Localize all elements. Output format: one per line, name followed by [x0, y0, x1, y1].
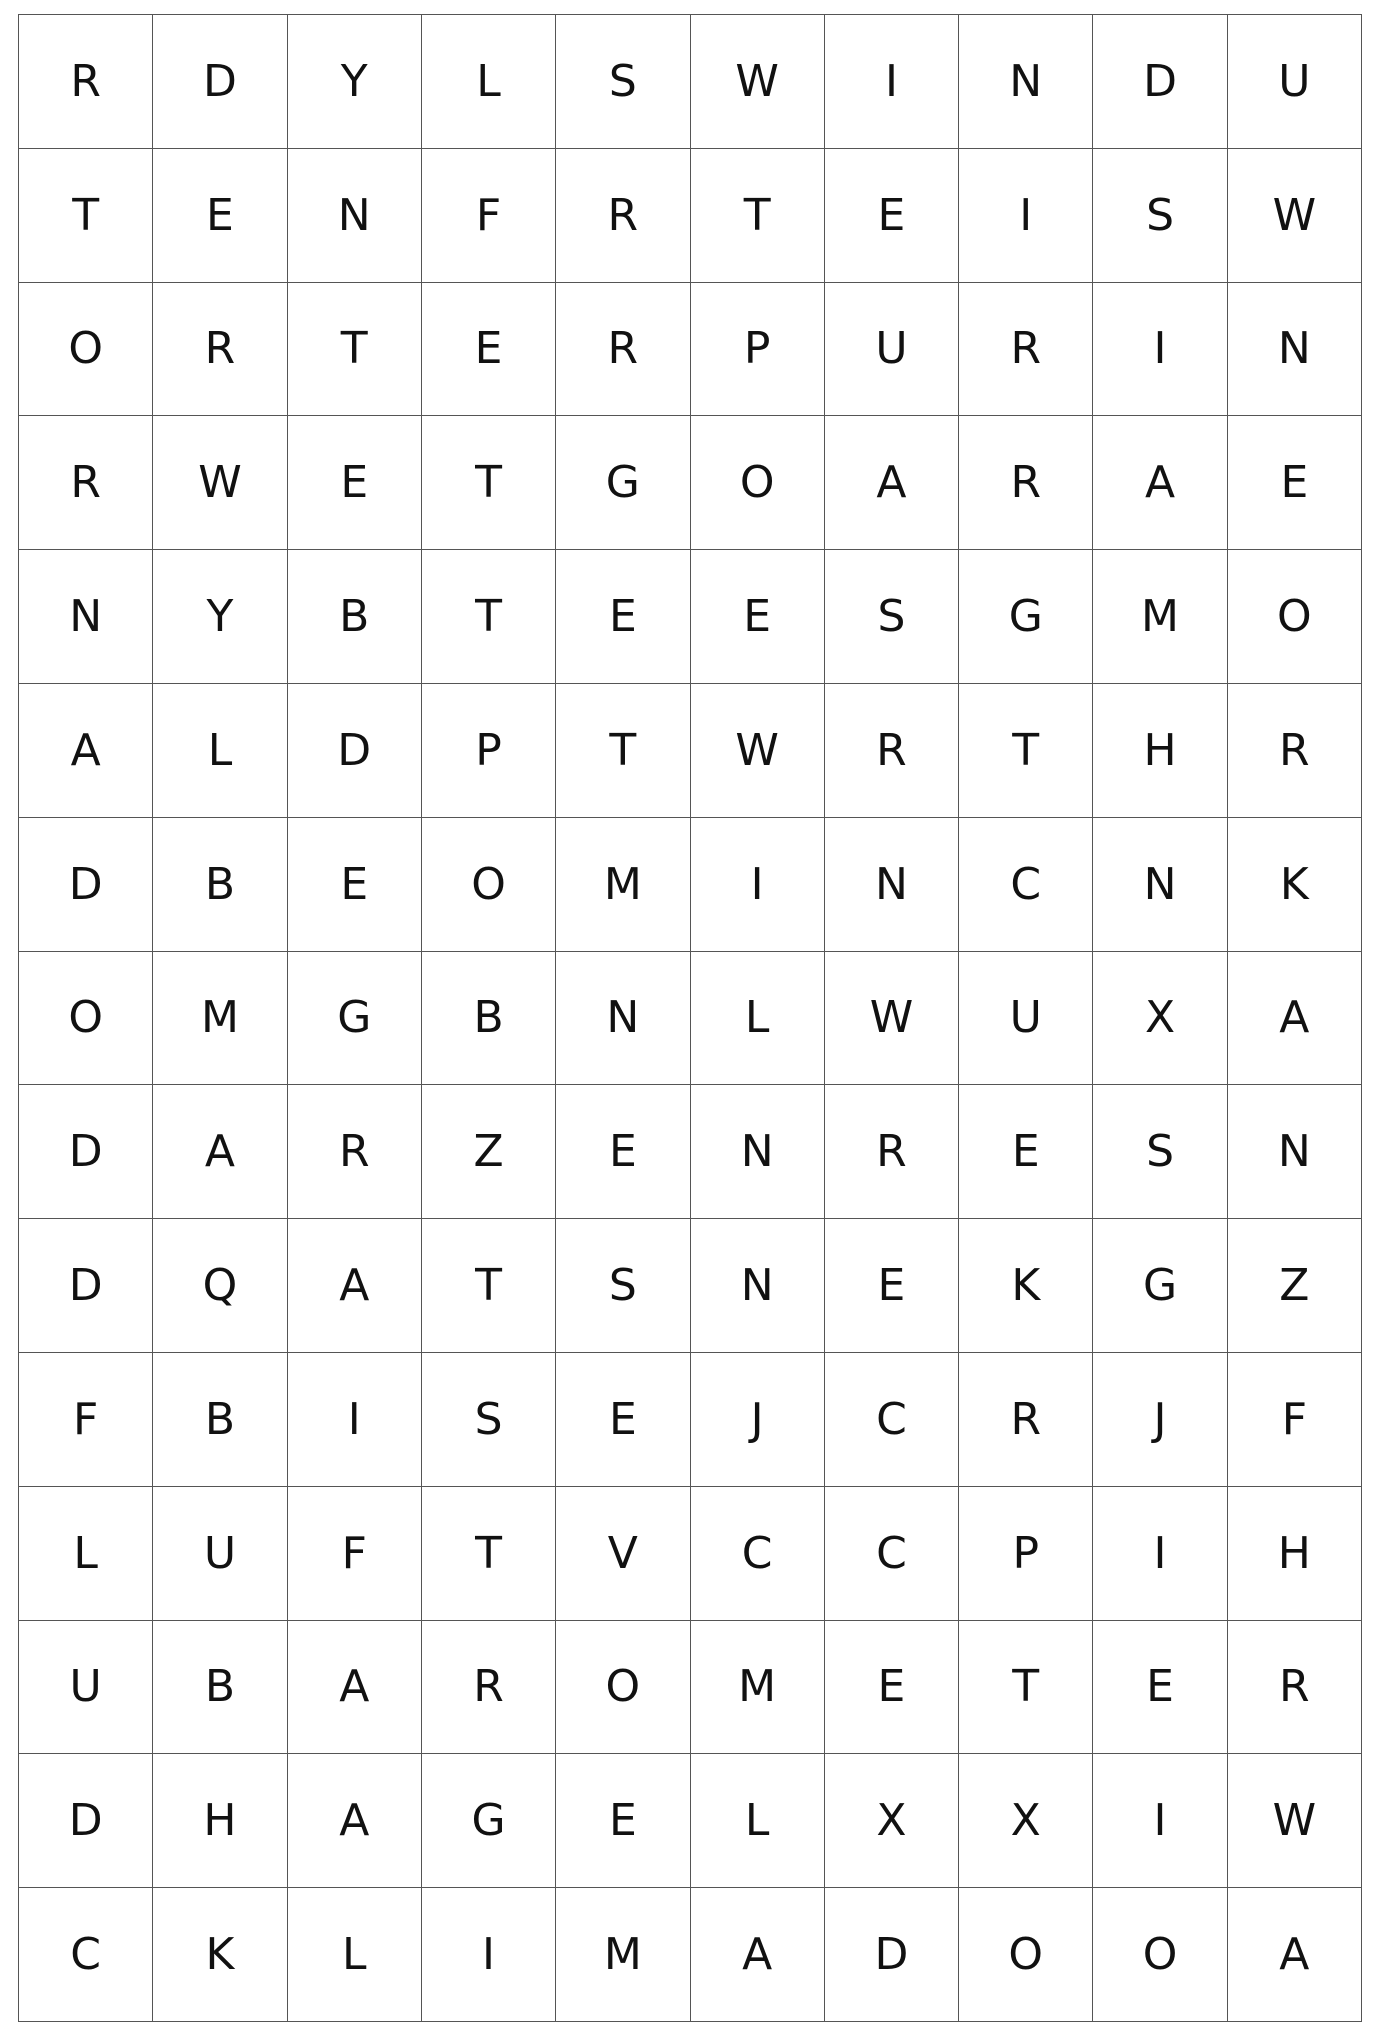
grid-cell[interactable]: T [422, 550, 556, 684]
grid-cell[interactable]: V [556, 1487, 690, 1621]
grid-cell[interactable]: A [1093, 416, 1227, 550]
grid-cell[interactable]: R [959, 283, 1093, 417]
grid-cell[interactable]: Z [422, 1085, 556, 1219]
grid-cell[interactable]: S [556, 1219, 690, 1353]
grid-cell[interactable]: N [959, 15, 1093, 149]
grid-cell[interactable]: R [19, 15, 153, 149]
grid-cell[interactable]: E [288, 416, 422, 550]
grid-cell[interactable]: W [1228, 149, 1362, 283]
grid-cell[interactable]: T [959, 1621, 1093, 1755]
grid-cell[interactable]: S [556, 15, 690, 149]
grid-cell[interactable]: E [153, 149, 287, 283]
grid-cell[interactable]: A [19, 684, 153, 818]
grid-cell[interactable]: O [959, 1888, 1093, 2022]
grid-cell[interactable]: E [422, 283, 556, 417]
grid-cell[interactable]: D [19, 1754, 153, 1888]
grid-cell[interactable]: E [959, 1085, 1093, 1219]
grid-cell[interactable]: M [153, 952, 287, 1086]
grid-cell[interactable]: A [288, 1754, 422, 1888]
grid-cell[interactable]: S [422, 1353, 556, 1487]
grid-cell[interactable]: W [1228, 1754, 1362, 1888]
grid-cell[interactable]: L [691, 1754, 825, 1888]
grid-cell[interactable]: P [691, 283, 825, 417]
grid-cell[interactable]: X [1093, 952, 1227, 1086]
grid-cell[interactable]: C [825, 1353, 959, 1487]
grid-cell[interactable]: T [288, 283, 422, 417]
grid-cell[interactable]: D [19, 818, 153, 952]
grid-cell[interactable]: H [1228, 1487, 1362, 1621]
grid-cell[interactable]: N [691, 1085, 825, 1219]
grid-cell[interactable]: M [556, 818, 690, 952]
grid-cell[interactable]: U [959, 952, 1093, 1086]
grid-cell[interactable]: E [556, 1085, 690, 1219]
grid-cell[interactable]: B [153, 1621, 287, 1755]
grid-cell[interactable]: Q [153, 1219, 287, 1353]
grid-cell[interactable]: K [153, 1888, 287, 2022]
grid-cell[interactable]: T [959, 684, 1093, 818]
grid-cell[interactable]: I [825, 15, 959, 149]
grid-cell[interactable]: I [1093, 1754, 1227, 1888]
grid-cell[interactable]: R [1228, 1621, 1362, 1755]
grid-cell[interactable]: S [1093, 149, 1227, 283]
grid-cell[interactable]: D [19, 1219, 153, 1353]
grid-cell[interactable]: B [288, 550, 422, 684]
grid-cell[interactable]: R [959, 416, 1093, 550]
grid-cell[interactable]: T [691, 149, 825, 283]
grid-cell[interactable]: D [825, 1888, 959, 2022]
grid-cell[interactable]: E [825, 1219, 959, 1353]
grid-cell[interactable]: K [959, 1219, 1093, 1353]
grid-cell[interactable]: J [691, 1353, 825, 1487]
grid-cell[interactable]: H [1093, 684, 1227, 818]
grid-cell[interactable]: O [19, 283, 153, 417]
grid-cell[interactable]: N [288, 149, 422, 283]
grid-cell[interactable]: I [1093, 1487, 1227, 1621]
grid-cell[interactable]: B [153, 1353, 287, 1487]
grid-cell[interactable]: G [1093, 1219, 1227, 1353]
grid-cell[interactable]: P [959, 1487, 1093, 1621]
grid-cell[interactable]: R [556, 149, 690, 283]
grid-cell[interactable]: I [691, 818, 825, 952]
grid-cell[interactable]: T [556, 684, 690, 818]
grid-cell[interactable]: I [422, 1888, 556, 2022]
grid-cell[interactable]: T [422, 1487, 556, 1621]
grid-cell[interactable]: F [19, 1353, 153, 1487]
grid-cell[interactable]: O [422, 818, 556, 952]
grid-cell[interactable]: R [288, 1085, 422, 1219]
grid-cell[interactable]: X [959, 1754, 1093, 1888]
grid-cell[interactable]: I [959, 149, 1093, 283]
grid-cell[interactable]: W [691, 15, 825, 149]
grid-cell[interactable]: D [1093, 15, 1227, 149]
grid-cell[interactable]: G [422, 1754, 556, 1888]
grid-cell[interactable]: O [556, 1621, 690, 1755]
grid-cell[interactable]: M [556, 1888, 690, 2022]
grid-cell[interactable]: W [153, 416, 287, 550]
grid-cell[interactable]: E [556, 550, 690, 684]
grid-cell[interactable]: U [19, 1621, 153, 1755]
grid-cell[interactable]: O [19, 952, 153, 1086]
grid-cell[interactable]: P [422, 684, 556, 818]
grid-cell[interactable]: A [691, 1888, 825, 2022]
grid-cell[interactable]: E [825, 149, 959, 283]
grid-cell[interactable]: L [19, 1487, 153, 1621]
grid-cell[interactable]: L [422, 15, 556, 149]
grid-cell[interactable]: G [959, 550, 1093, 684]
grid-cell[interactable]: E [1093, 1621, 1227, 1755]
grid-cell[interactable]: R [556, 283, 690, 417]
grid-cell[interactable]: F [1228, 1353, 1362, 1487]
grid-cell[interactable]: T [422, 1219, 556, 1353]
grid-cell[interactable]: F [288, 1487, 422, 1621]
grid-cell[interactable]: M [1093, 550, 1227, 684]
grid-cell[interactable]: J [1093, 1353, 1227, 1487]
grid-cell[interactable]: N [825, 818, 959, 952]
grid-cell[interactable]: N [1093, 818, 1227, 952]
grid-cell[interactable]: S [825, 550, 959, 684]
grid-cell[interactable]: H [153, 1754, 287, 1888]
grid-cell[interactable]: F [422, 149, 556, 283]
grid-cell[interactable]: R [422, 1621, 556, 1755]
grid-cell[interactable]: N [691, 1219, 825, 1353]
grid-cell[interactable]: U [153, 1487, 287, 1621]
grid-cell[interactable]: Y [153, 550, 287, 684]
grid-cell[interactable]: O [1228, 550, 1362, 684]
grid-cell[interactable]: A [1228, 952, 1362, 1086]
grid-cell[interactable]: D [19, 1085, 153, 1219]
grid-cell[interactable]: T [19, 149, 153, 283]
grid-cell[interactable]: A [288, 1621, 422, 1755]
word-search-grid [18, 14, 1362, 2022]
grid-cell[interactable]: D [153, 15, 287, 149]
grid-cell[interactable]: A [288, 1219, 422, 1353]
grid-cell[interactable]: E [691, 550, 825, 684]
grid-cell[interactable]: A [153, 1085, 287, 1219]
grid-cell[interactable]: W [691, 684, 825, 818]
grid-cell[interactable]: E [1228, 416, 1362, 550]
grid-cell[interactable]: C [825, 1487, 959, 1621]
grid-cell[interactable]: R [153, 283, 287, 417]
grid-cell[interactable]: A [825, 416, 959, 550]
grid-cell[interactable]: B [422, 952, 556, 1086]
grid-cell[interactable]: I [288, 1353, 422, 1487]
grid-cell[interactable]: R [19, 416, 153, 550]
grid-cell[interactable]: G [288, 952, 422, 1086]
grid-cell[interactable]: C [691, 1487, 825, 1621]
grid-cell[interactable]: C [959, 818, 1093, 952]
grid-cell[interactable]: R [1228, 684, 1362, 818]
grid-cell[interactable]: N [1228, 283, 1362, 417]
grid-cell[interactable]: O [1093, 1888, 1227, 2022]
grid-cell[interactable]: N [556, 952, 690, 1086]
grid-cell[interactable]: D [288, 684, 422, 818]
grid-cell[interactable]: S [1093, 1085, 1227, 1219]
grid-cell[interactable]: K [1228, 818, 1362, 952]
grid-cell[interactable]: R [825, 1085, 959, 1219]
grid-cell[interactable]: M [691, 1621, 825, 1755]
grid-cell[interactable]: B [153, 818, 287, 952]
grid-cell[interactable]: O [691, 416, 825, 550]
grid-cell[interactable]: Z [1228, 1219, 1362, 1353]
grid-cell[interactable]: X [825, 1754, 959, 1888]
grid-cell[interactable]: I [1093, 283, 1227, 417]
grid-cell[interactable]: T [422, 416, 556, 550]
grid-cell[interactable]: Y [288, 15, 422, 149]
grid-cell[interactable]: E [556, 1353, 690, 1487]
grid-cell[interactable]: U [1228, 15, 1362, 149]
grid-cell[interactable]: L [691, 952, 825, 1086]
grid-cell[interactable]: C [19, 1888, 153, 2022]
grid-cell[interactable]: N [1228, 1085, 1362, 1219]
grid-cell[interactable]: L [153, 684, 287, 818]
grid-cell[interactable]: A [1228, 1888, 1362, 2022]
grid-cell[interactable]: L [288, 1888, 422, 2022]
grid-cell[interactable]: N [19, 550, 153, 684]
grid-cell[interactable]: R [959, 1353, 1093, 1487]
grid-cell[interactable]: R [825, 684, 959, 818]
grid-cell[interactable]: E [556, 1754, 690, 1888]
grid-cell[interactable]: E [825, 1621, 959, 1755]
grid-cell[interactable]: U [825, 283, 959, 417]
grid-cell[interactable]: G [556, 416, 690, 550]
grid-cell[interactable]: E [288, 818, 422, 952]
grid-cell[interactable]: W [825, 952, 959, 1086]
